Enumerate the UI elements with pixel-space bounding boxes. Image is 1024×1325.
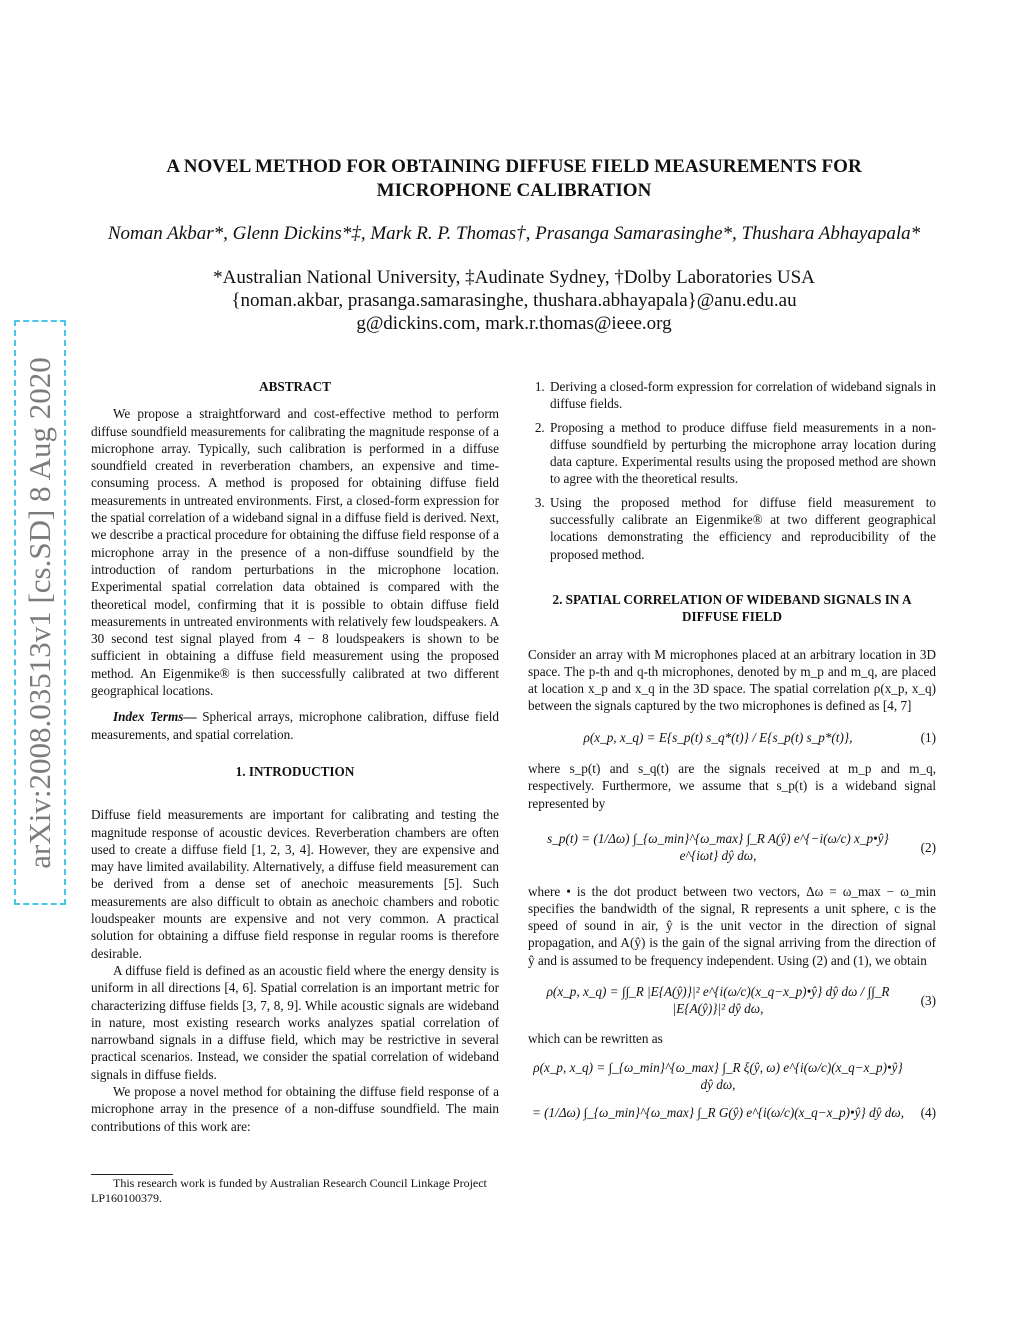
- section-2-paragraph-1: Consider an array with M microphones placed at an arbitrary location in 3D space. The p-th and q-th microphones, denoted by m_p and m_q, are placed at location x_p and x_q in the 3D space. The spatial correlation ρ(x_p, x_q) between the signals captured by the two microphones is defined as [4, 7]: [528, 646, 936, 714]
- list-item: 1. Deriving a closed-form expression for correlation of wideband signals in diffuse fields.: [548, 378, 936, 413]
- affiliations: *Australian National University, ‡Audinate Sydney, †Dolby Laboratories USA: [213, 267, 815, 288]
- index-terms-label: Index Terms—: [113, 709, 197, 725]
- equation-4a-body: ρ(x_p, x_q) = ∫_{ω_min}^{ω_max} ∫_R ξ(ŷ, ω) e^{i(ω/c)(x_q−x_p)•ŷ} dŷ dω,: [533, 1059, 903, 1093]
- footnote-divider: [91, 1174, 173, 1175]
- footnote-text: This research work is funded by Australian Research Council Linkage Project LP160100379.: [91, 1176, 487, 1205]
- intro-paragraph-3: We propose a novel method for obtaining the diffuse field response of a microphone array in the presence of a non-diffuse soundfield. The main contributions of this work are:: [91, 1083, 499, 1134]
- section-2-paragraph-3: where • is the dot product between two vectors, Δω = ω_max − ω_min specifies the bandwidth of the signal, R represents a unit sphere, c is the speed of sound in air, ŷ is the unit vector in the direction of signal propagation, and A(ŷ) is the gain of the signal arriving from the direction of ŷ and is assumed to be frequency independent. Using (2) and (1), we obtain: [528, 883, 936, 968]
- index-terms: [91, 708, 499, 743]
- abstract-text: We propose a straightforward and cost-effective method to perform diffuse soundfield measurements for calibrating the magnitude response of a microphone array. Typically, such calibration is performed in a diffuse soundfield created in reverberation chambers, an expensive and time-consuming process. A method is proposed for obtaining diffuse field measurements in untreated environments. First, a closed-form expression for the spatial correlation of a wideband signal in a diffuse field is derived. Next, we describe a practical procedure for obtaining the diffuse field response of a microphone array in the presence of a non-diffuse soundfield by the introduction of random perturbations in the microphone location. Experimental spatial correlation data obtained is compared with the theoretical model, confirming that it is possible to obtain diffuse field measurements in untreated environments with relatively few loudspeakers. A 30 second test signal played from 4 − 8 loudspeakers is shown to be sufficient in obtaining a diffuse field measurement using the proposed method. An Eigenmike® is then successfully calibrated at two different geographical locations.: [91, 406, 499, 699]
- equation-2: [528, 830, 936, 865]
- paper-title: A NOVEL METHOD FOR OBTAINING DIFFUSE FIELD MEASUREMENTS FOR MICROPHONE CALIBRATION: [166, 156, 862, 201]
- equation-3-number: (3): [920, 992, 936, 1008]
- arxiv-sidebar: [14, 320, 66, 905]
- equation-2-number: (2): [920, 839, 936, 855]
- introduction-heading: 1. INTRODUCTION: [235, 763, 355, 779]
- section-2-heading: 2. SPATIAL CORRELATION OF WIDEBAND SIGNALS IN A DIFFUSE FIELD: [552, 591, 912, 625]
- equation-3: [528, 983, 936, 1018]
- section-2-paragraph-2: where s_p(t) and s_q(t) are the signals received at m_p and m_q, respectively. Furthermore, we assume that s_p(t) is a wideband signal represented by: [528, 761, 936, 811]
- index-terms-text: Spherical arrays, microphone calibration, diffuse field measurements, and spatial correlation.: [91, 709, 499, 742]
- contributions-list: [528, 378, 936, 563]
- intro-paragraph-2: A diffuse field is defined as an acoustic field where the energy density is uniform in all directions [4, 6]. Spatial correlation is an important metric for characterizing diffuse fields [3, 7, 8, 9]. While acoustic signals are wideband in nature, most existing research works analyzes spatial correlation of narrowband signals in a diffuse field, which may be restrictive in several practical scenarios. Instead, we consider the spatial correlation of wideband signals in diffuse fields.: [91, 962, 499, 1082]
- equation-1: [528, 729, 936, 746]
- arxiv-identifier: arXiv:2008.03513v1 [cs.SD] 8 Aug 2020: [22, 356, 57, 869]
- equation-3-body: ρ(x_p, x_q) = ∫∫_R |E{A(ŷ)}|² e^{i(ω/c)(x_q−x_p)•ŷ} dŷ dω / ∫∫_R |E{A(ŷ)}|² dŷ dω,: [546, 984, 890, 1017]
- section-2-paragraph-4: which can be rewritten as: [528, 1030, 663, 1046]
- emails-line-2: g@dickins.com, mark.r.thomas@ieee.org: [356, 313, 672, 334]
- equation-4b: [528, 1104, 936, 1121]
- footnote: [91, 1176, 499, 1206]
- left-column: [91, 378, 499, 1135]
- equation-1-body: ρ(x_p, x_q) = E{s_p(t) s_q*(t)} / E{s_p(t) s_p*(t)},: [583, 729, 853, 745]
- abstract-heading: ABSTRACT: [259, 379, 331, 394]
- equation-4-number: (4): [920, 1104, 936, 1120]
- author-list: Noman Akbar*, Glenn Dickins*‡, Mark R. P. Thomas†, Prasanga Samarasinghe*, Thushara Abhayapala*: [107, 223, 921, 244]
- equation-4b-body: = (1/Δω) ∫_{ω_min}^{ω_max} ∫_R G(ŷ) e^{i(ω/c)(x_q−x_p)•ŷ} dŷ dω,: [531, 1104, 905, 1120]
- list-item: 3. Using the proposed method for diffuse field measurement to successfully calibrate an Eigenmike® at two different geographical locations demonstrating the efficiency and reproducibility of the proposed method.: [548, 494, 936, 563]
- emails-line-1: {noman.akbar, prasanga.samarasinghe, thushara.abhayapala}@anu.edu.au: [231, 290, 797, 311]
- list-item: 2. Proposing a method to produce diffuse field measurements in a non-diffuse soundfield by perturbing the microphone array location during data capture. Experimental results using the proposed method are shown to agree with the theoretical results.: [548, 419, 936, 488]
- equation-4a: [528, 1059, 936, 1094]
- intro-paragraph-1: Diffuse field measurements are important for calibrating and testing the magnitude response of acoustic devices. Reverberation chambers are often used to create a diffuse field [1, 2, 3, 4]. However, they are expensive and may have limited availability. Alternatively, a diffuse field measurement can be derived from a dense set of anechoic measurements [5]. Such measurements are also difficult to obtain as anechoic chambers and robotic loudspeaker mounts are expensive and not very common. A practical solution for obtaining a diffuse field response in regular rooms is therefore desirable.: [91, 807, 499, 961]
- equation-2-body: s_p(t) = (1/Δω) ∫_{ω_min}^{ω_max} ∫_R A(ŷ) e^{−i(ω/c) x_p•ŷ} e^{iωt} dŷ dω,: [547, 830, 889, 864]
- right-column: [528, 378, 936, 1121]
- affiliation-block: [100, 266, 928, 335]
- equation-1-number: (1): [920, 729, 936, 745]
